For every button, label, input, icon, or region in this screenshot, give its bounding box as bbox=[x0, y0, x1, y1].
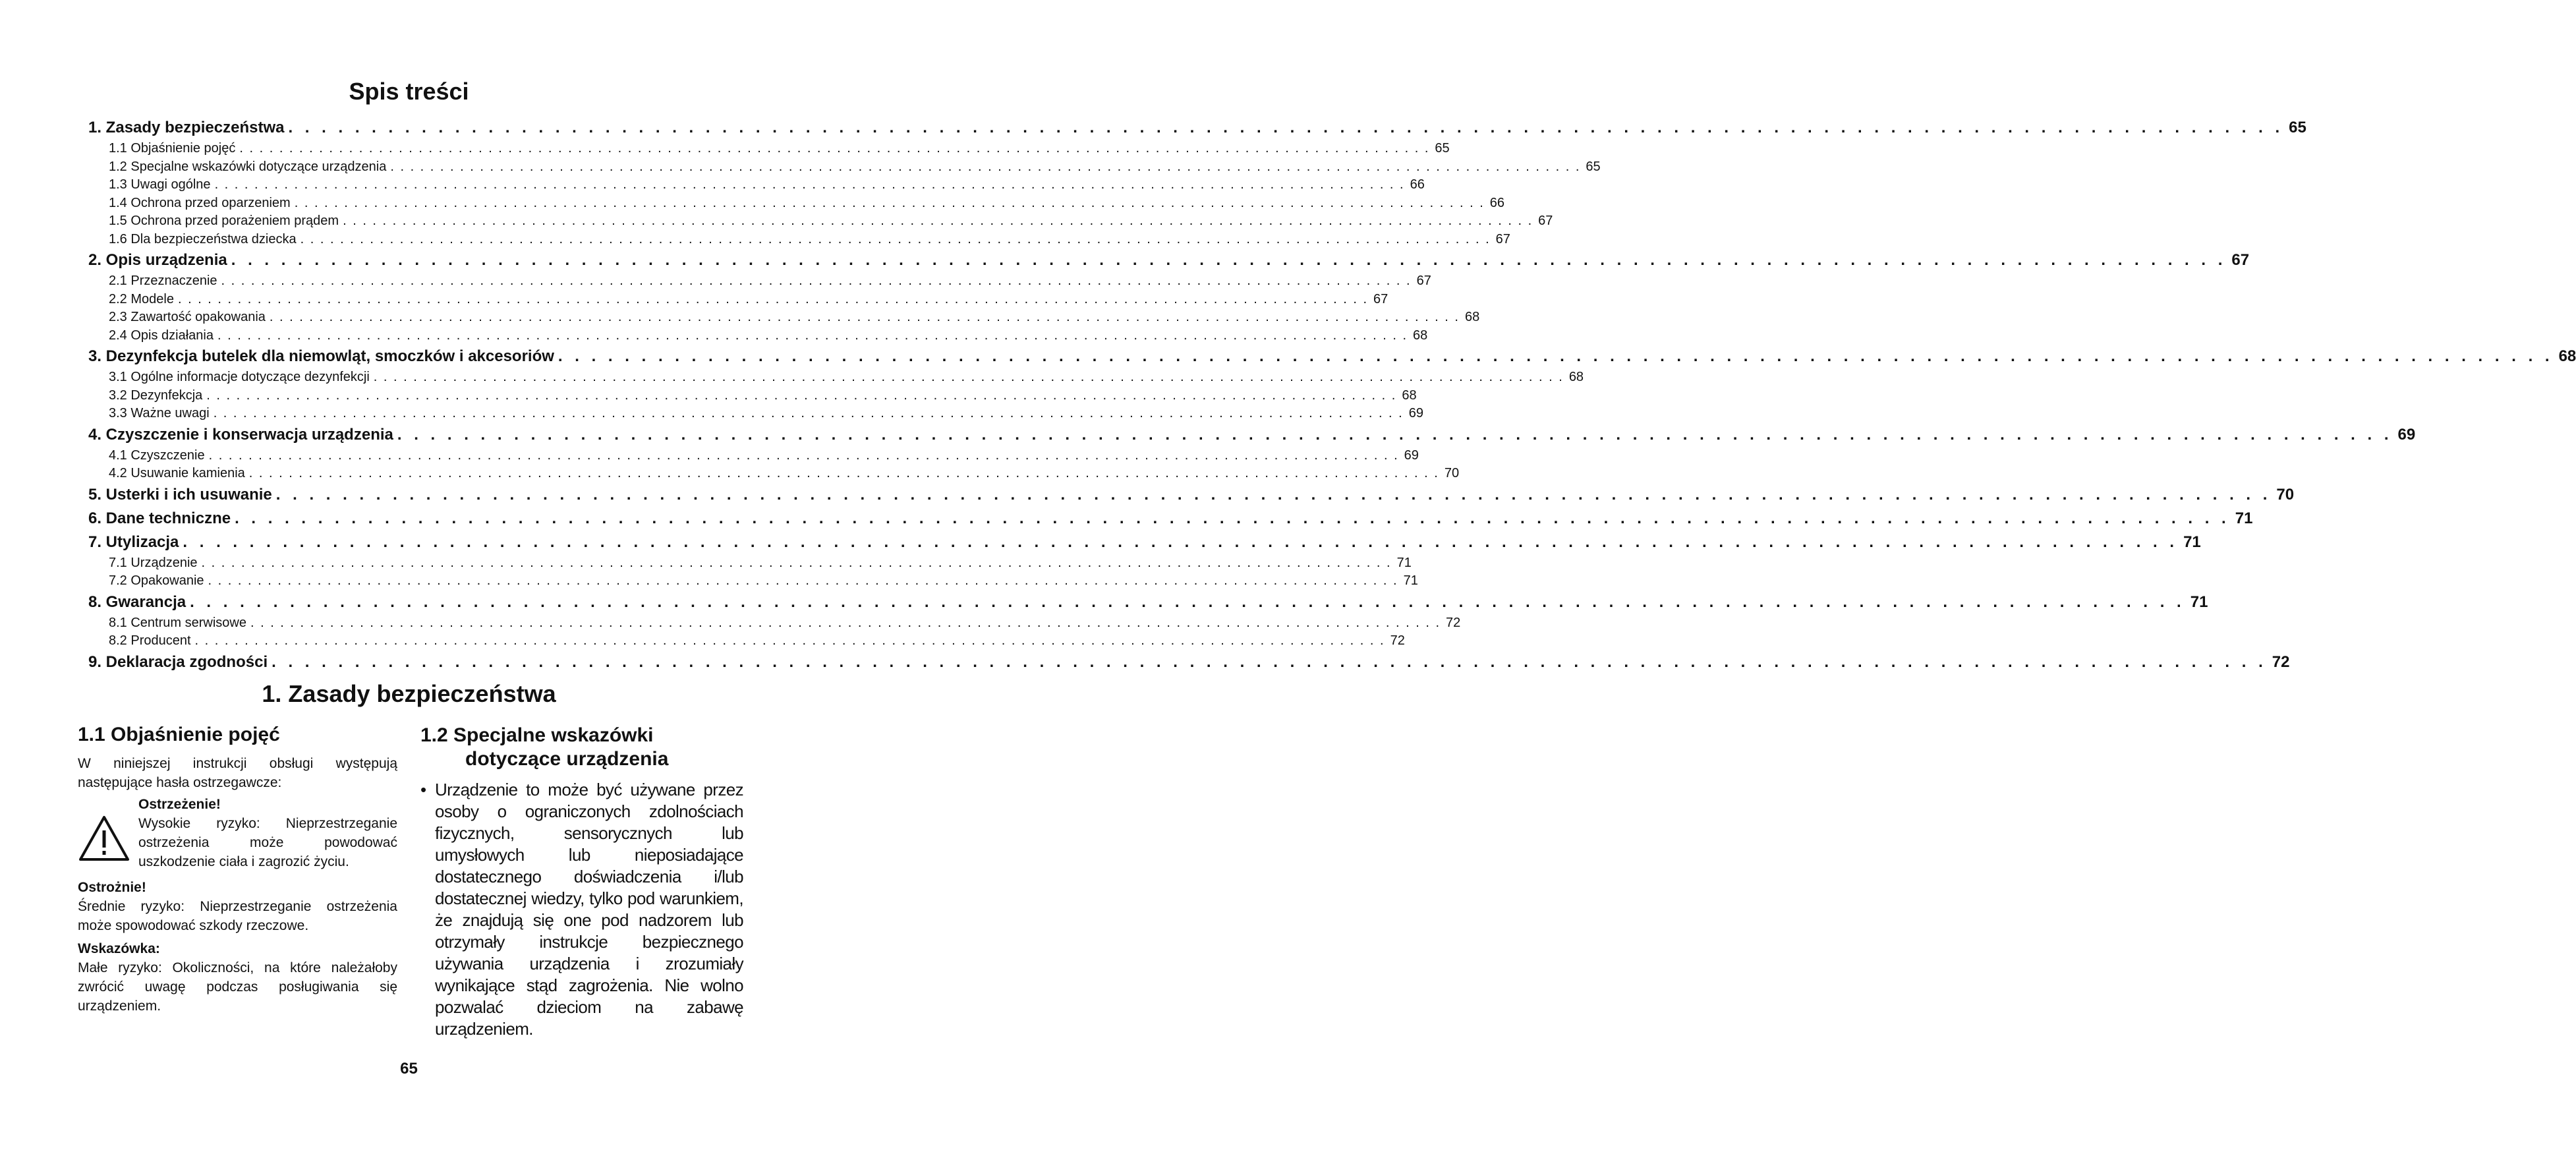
toc-entry-page: 66 bbox=[1489, 195, 1505, 210]
toc-leader-dots: . . . . . . . . . . . . . . . . . . . . . . . . . . . . . . . . . . . . . . . . . . . . . . . . . . . . . . . . . . . . . . . . . . . . . . . . . . . . . . . . . . . . . . . . . . . . . . . . . . . . . . . . . . . . . . . . . . . . . . . . bbox=[177, 291, 1369, 306]
toc-entry-text: 7.2 Opakowanie bbox=[109, 573, 204, 588]
bullet-text: Urządzenie to może być używane przez osoby o ograniczonych zdolnościach fizycznych, sensorycznych lub umysłowych lub nieposiadające dostatecznego doświadczenia i/lub dostatecznej wiedzy, tylko pod warunkiem, że znajdują się one pod nadzorem lub otrzymały instrukcje bezpiecznego używania urządzenia i zrozumiały wynikające stąd zagrożenia. Nie wolno pozwalać dzieciom na zabawę urządzeniem. bbox=[435, 780, 743, 1039]
section-title: 1. Zasady bezpieczeństwa bbox=[262, 680, 556, 707]
toc-entry-text: 2. Opis urządzenia bbox=[88, 251, 227, 269]
toc-entry-page: 65 bbox=[1435, 141, 1450, 156]
toc-entry-page: 67 bbox=[2231, 251, 2250, 269]
toc-entry-text: 8. Gwarancja bbox=[88, 592, 186, 611]
subsection-heading-line2: dotyczące urządzenia bbox=[465, 748, 669, 770]
warning-block bbox=[78, 795, 397, 874]
toc-entry-text: 4.1 Czyszczenie bbox=[109, 448, 205, 463]
intro-text: W niniejszej instrukcji obsługi występują następujące hasła ostrzegawcze: bbox=[78, 756, 397, 790]
toc-leader-dots: . . . . . . . . . . . . . . . . . . . . . . . . . . . . . . . . . . . . . . . . . . . . . . . . . . . . . . . . . . . . . . . . . . . . . . . . . . . . . . . . . . . . . . . . . . . . . . . . . . . . . . . . . . . . . . . . . . . . . . . . bbox=[343, 214, 1533, 228]
toc-entry-text: 3. Dezynfekcja butelek dla niemowląt, smoczków i akcesoriów bbox=[88, 347, 554, 365]
toc-entry-page: 71 bbox=[1403, 573, 1418, 588]
warning-triangle-icon bbox=[78, 815, 138, 874]
toc-entry-page: 72 bbox=[1390, 633, 1405, 648]
toc-leader-dots: . . . . . . . . . . . . . . . . . . . . . . . . . . . . . . . . . . . . . . . . . . . . . . . . . . . . . . . . . . . . . . . . . . . . . . . . . . . . . . . . . . . . . . . . . . . . . . . . . . . . . . . . . . . . . . . . . . . . . . . . bbox=[288, 119, 2284, 136]
caution-label: Ostrożnie! bbox=[78, 880, 146, 895]
warning-label: Ostrzeżenie! bbox=[138, 797, 221, 812]
bullet-icon: • bbox=[420, 780, 427, 799]
toc-leader-dots: . . . . . . . . . . . . . . . . . . . . . . . . . . . . . . . . . . . . . . . . . . . . . . . . . . . . . . . . . . . . . . . . . . . . . . . . . . . . . . . . . . . . . . . . . . . . . . . . . . . . . . . . . . . . . . . . . . . . . . . . bbox=[397, 425, 2393, 444]
toc-entry-text: 3.2 Dezynfekcja bbox=[109, 388, 203, 403]
toc-entry-page: 72 bbox=[1446, 615, 1461, 630]
toc-entry-page: 67 bbox=[1373, 291, 1388, 306]
toc-entry-page: 69 bbox=[1408, 406, 1423, 420]
toc-entry-page: 70 bbox=[1444, 466, 1460, 480]
toc-leader-dots: . . . . . . . . . . . . . . . . . . . . . . . . . . . . . . . . . . . . . . . . . . . . . . . . . . . . . . . . . . . . . . . . . . . . . . . . . . . . . . . . . . . . . . . . . . . . . . . . . . . . . . . . . . . . . . . . . . . . . . . . bbox=[190, 592, 2185, 611]
toc-entry-text: 1.1 Objaśnienie pojęć bbox=[109, 141, 236, 156]
toc-entry bbox=[88, 507, 2253, 531]
toc-entry bbox=[88, 308, 1480, 327]
toc-entry bbox=[88, 345, 2576, 368]
toc-entry-text: 7.1 Urządzenie bbox=[109, 555, 198, 570]
toc-leader-dots: . . . . . . . . . . . . . . . . . . . . . . . . . . . . . . . . . . . . . . . . . . . . . . . . . . . . . . . . . . . . . . . . . . . . . . . . . . . . . . . . . . . . . . . . . . . . . . . . . . . . . . . . . . . . . . . . . . . . . . . . bbox=[269, 310, 1460, 324]
toc-entry-text: 2.2 Modele bbox=[109, 291, 174, 306]
toc-leader-dots: . . . . . . . . . . . . . . . . . . . . . . . . . . . . . . . . . . . . . . . . . . . . . . . . . . . . . . . . . . . . . . . . . . . . . . . . . . . . . . . . . . . . . . . . . . . . . . . . . . . . . . . . . . . . . . . . . . . . . . . . bbox=[558, 347, 2554, 365]
toc-entry-page: 68 bbox=[1464, 310, 1480, 324]
toc-entry bbox=[88, 554, 1412, 573]
toc-leader-dots: . . . . . . . . . . . . . . . . . . . . . . . . . . . . . . . . . . . . . . . . . . . . . . . . . . . . . . . . . . . . . . . . . . . . . . . . . . . . . . . . . . . . . . . . . . . . . . . . . . . . . . . . . . . . . . . . . . . . . . . . bbox=[208, 448, 1399, 463]
toc-entry-page: 66 bbox=[1410, 177, 1425, 192]
toc-entry-page: 71 bbox=[1396, 555, 1412, 570]
toc-entry-text: 4. Czyszczenie i konserwacja urządzenia bbox=[88, 425, 393, 444]
toc-leader-dots: . . . . . . . . . . . . . . . . . . . . . . . . . . . . . . . . . . . . . . . . . . . . . . . . . . . . . . . . . . . . . . . . . . . . . . . . . . . . . . . . . . . . . . . . . . . . . . . . . . . . . . . . . . . . . . . . . . . . . . . . bbox=[275, 485, 2272, 504]
toc-leader-dots: . . . . . . . . . . . . . . . . . . . . . . . . . . . . . . . . . . . . . . . . . . . . . . . . . . . . . . . . . . . . . . . . . . . . . . . . . . . . . . . . . . . . . . . . . . . . . . . . . . . . . . . . . . . . . . . . . . . . . . . . bbox=[390, 159, 1581, 174]
toc-entry-text: 3.3 Ważne uwagi bbox=[109, 406, 210, 420]
warning-text: Wysokie ryzyko: Nieprzestrzeganie ostrzeżenia może powodować uszkodzenie ciała i zagrozić życiu. bbox=[138, 816, 397, 869]
toc-entry-page: 68 bbox=[1568, 370, 1584, 384]
toc-entry-page: 70 bbox=[2276, 485, 2295, 504]
toc-entry bbox=[88, 140, 1450, 158]
toc-entry bbox=[88, 483, 2295, 507]
toc-entry bbox=[88, 591, 2208, 614]
toc-entry-text: 2.3 Zawartość opakowania bbox=[109, 310, 266, 324]
toc-entry bbox=[88, 116, 2306, 140]
toc-entry-page: 65 bbox=[1586, 159, 1601, 174]
toc-leader-dots: . . . . . . . . . . . . . . . . . . . . . . . . . . . . . . . . . . . . . . . . . . . . . . . . . . . . . . . . . . . . . . . . . . . . . . . . . . . . . . . . . . . . . . . . . . . . . . . . . . . . . . . . . . . . . . . . . . . . . . . . bbox=[221, 274, 1412, 288]
subsection-heading-1-2 bbox=[420, 724, 743, 771]
toc-leader-dots: . . . . . . . . . . . . . . . . . . . . . . . . . . . . . . . . . . . . . . . . . . . . . . . . . . . . . . . . . . . . . . . . . . . . . . . . . . . . . . . . . . . . . . . . . . . . . . . . . . . . . . . . . . . . . . . . . . . . . . . . bbox=[231, 251, 2227, 269]
caution-text: Średnie ryzyko: Nieprzestrzeganie ostrzeżenia może spowodować szkody rzeczowe. bbox=[78, 899, 397, 933]
toc-entry-page: 71 bbox=[2190, 592, 2208, 611]
toc-entry-text: 1.2 Specjalne wskazówki dotyczące urządzenia bbox=[109, 159, 387, 174]
toc-leader-dots: . . . . . . . . . . . . . . . . . . . . . . . . . . . . . . . . . . . . . . . . . . . . . . . . . . . . . . . . . . . . . . . . . . . . . . . . . . . . . . . . . . . . . . . . . . . . . . . . . . . . . . . . . . . . . . . . . . . . . . . . bbox=[250, 615, 1441, 630]
toc-title: Spis treści bbox=[349, 78, 469, 105]
toc-entry bbox=[88, 447, 1419, 465]
toc-entry bbox=[88, 272, 1431, 291]
toc-entry-text: 4.2 Usuwanie kamienia bbox=[109, 466, 245, 480]
toc-leader-dots: . . . . . . . . . . . . . . . . . . . . . . . . . . . . . . . . . . . . . . . . . . . . . . . . . . . . . . . . . . . . . . . . . . . . . . . . . . . . . . . . . . . . . . . . . . . . . . . . . . . . . . . . . . . . . . . . . . . . . . . . bbox=[213, 406, 1404, 420]
toc-entry bbox=[88, 650, 2290, 674]
toc-entry-page: 68 bbox=[1402, 388, 1417, 403]
toc-leader-dots: . . . . . . . . . . . . . . . . . . . . . . . . . . . . . . . . . . . . . . . . . . . . . . . . . . . . . . . . . . . . . . . . . . . . . . . . . . . . . . . . . . . . . . . . . . . . . . . . . . . . . . . . . . . . . . . . . . . . . . . . bbox=[272, 652, 2267, 671]
toc-entry-text: 1. Zasady bezpieczeństwa bbox=[88, 119, 285, 136]
toc-entry-text: 3.1 Ogólne informacje dotyczące dezynfekcji bbox=[109, 370, 370, 384]
toc-entry-text: 8.1 Centrum serwisowe bbox=[109, 615, 246, 630]
toc-entry-text: 1.5 Ochrona przed porażeniem prądem bbox=[109, 214, 339, 228]
note-label: Wskazówka: bbox=[78, 941, 160, 956]
subsection-heading-1-1: 1.1 Objaśnienie pojęć bbox=[78, 724, 280, 745]
toc-entry bbox=[88, 231, 1510, 249]
toc-entry bbox=[88, 212, 1553, 231]
toc-entry-page: 72 bbox=[2272, 652, 2290, 671]
toc-entry-page: 67 bbox=[1416, 274, 1431, 288]
toc-entry bbox=[88, 194, 1505, 213]
toc-leader-dots: . . . . . . . . . . . . . . . . . . . . . . . . . . . . . . . . . . . . . . . . . . . . . . . . . . . . . . . . . . . . . . . . . . . . . . . . . . . . . . . . . . . . . . . . . . . . . . . . . . . . . . . . . . . . . . . . . . . . . . . . bbox=[294, 195, 1485, 210]
toc-leader-dots: . . . . . . . . . . . . . . . . . . . . . . . . . . . . . . . . . . . . . . . . . . . . . . . . . . . . . . . . . . . . . . . . . . . . . . . . . . . . . . . . . . . . . . . . . . . . . . . . . . . . . . . . . . . . . . . . . . . . . . . . bbox=[183, 533, 2179, 551]
toc-entry-page: 67 bbox=[1495, 231, 1510, 246]
toc-leader-dots: . . . . . . . . . . . . . . . . . . . . . . . . . . . . . . . . . . . . . . . . . . . . . . . . . . . . . . . . . . . . . . . . . . . . . . . . . . . . . . . . . . . . . . . . . . . . . . . . . . . . . . . . . . . . . . . . . . . . . . . . bbox=[206, 388, 1397, 403]
toc-entry-text: 1.4 Ochrona przed oparzeniem bbox=[109, 195, 291, 210]
toc-entry bbox=[88, 368, 1584, 387]
toc-entry bbox=[88, 632, 1405, 650]
toc-entry bbox=[88, 531, 2201, 554]
toc-leader-dots: . . . . . . . . . . . . . . . . . . . . . . . . . . . . . . . . . . . . . . . . . . . . . . . . . . . . . . . . . . . . . . . . . . . . . . . . . . . . . . . . . . . . . . . . . . . . . . . . . . . . . . . . . . . . . . . . . . . . . . . . bbox=[300, 231, 1491, 246]
toc-entry-text: 7. Utylizacja bbox=[88, 533, 179, 551]
toc-leader-dots: . . . . . . . . . . . . . . . . . . . . . . . . . . . . . . . . . . . . . . . . . . . . . . . . . . . . . . . . . . . . . . . . . . . . . . . . . . . . . . . . . . . . . . . . . . . . . . . . . . . . . . . . . . . . . . . . . . . . . . . . bbox=[239, 141, 1430, 156]
page-number: 65 bbox=[400, 1060, 418, 1078]
toc-entry-text: 8.2 Producent bbox=[109, 633, 191, 648]
toc-leader-dots: . . . . . . . . . . . . . . . . . . . . . . . . . . . . . . . . . . . . . . . . . . . . . . . . . . . . . . . . . . . . . . . . . . . . . . . . . . . . . . . . . . . . . . . . . . . . . . . . . . . . . . . . . . . . . . . . . . . . . . . . bbox=[208, 573, 1398, 588]
toc-entry bbox=[88, 327, 1428, 345]
toc-entry-text: 1.6 Dla bezpieczeństwa dziecka bbox=[109, 231, 297, 246]
toc-entry-page: 68 bbox=[2558, 347, 2576, 365]
toc-entry-page: 71 bbox=[2235, 509, 2253, 527]
toc-leader-dots: . . . . . . . . . . . . . . . . . . . . . . . . . . . . . . . . . . . . . . . . . . . . . . . . . . . . . . . . . . . . . . . . . . . . . . . . . . . . . . . . . . . . . . . . . . . . . . . . . . . . . . . . . . . . . . . . . . . . . . . . bbox=[201, 555, 1392, 570]
toc-entry bbox=[88, 387, 1417, 405]
toc-entry bbox=[88, 572, 1418, 591]
toc-entry bbox=[88, 405, 1423, 423]
toc-entry bbox=[88, 614, 1461, 633]
toc-entry bbox=[88, 248, 2250, 272]
toc-entry-page: 65 bbox=[2289, 119, 2306, 136]
left-column bbox=[78, 724, 397, 1016]
toc-entry-text: 9. Deklaracja zgodności bbox=[88, 652, 268, 671]
toc-leader-dots: . . . . . . . . . . . . . . . . . . . . . . . . . . . . . . . . . . . . . . . . . . . . . . . . . . . . . . . . . . . . . . . . . . . . . . . . . . . . . . . . . . . . . . . . . . . . . . . . . . . . . . . . . . . . . . . . . . . . . . . . bbox=[248, 466, 1439, 480]
toc-entry-page: 69 bbox=[1404, 448, 1419, 463]
toc-entry-text: 5. Usterki i ich usuwanie bbox=[88, 485, 272, 504]
toc-entry-page: 69 bbox=[2397, 425, 2416, 444]
toc-entry bbox=[88, 158, 1601, 177]
toc-entry-page: 68 bbox=[1413, 328, 1428, 343]
toc-entry-text: 2.1 Przeznaczenie bbox=[109, 274, 217, 288]
toc-leader-dots: . . . . . . . . . . . . . . . . . . . . . . . . . . . . . . . . . . . . . . . . . . . . . . . . . . . . . . . . . . . . . . . . . . . . . . . . . . . . . . . . . . . . . . . . . . . . . . . . . . . . . . . . . . . . . . . . . . . . . . . . bbox=[214, 177, 1405, 192]
toc-leader-dots: . . . . . . . . . . . . . . . . . . . . . . . . . . . . . . . . . . . . . . . . . . . . . . . . . . . . . . . . . . . . . . . . . . . . . . . . . . . . . . . . . . . . . . . . . . . . . . . . . . . . . . . . . . . . . . . . . . . . . . . . bbox=[217, 328, 1408, 343]
toc-entry bbox=[88, 176, 1425, 194]
table-of-contents bbox=[88, 116, 2576, 674]
list-item bbox=[420, 779, 743, 1040]
subsection-heading-line1: 1.2 Specjalne wskazówki bbox=[420, 724, 654, 746]
toc-leader-dots: . . . . . . . . . . . . . . . . . . . . . . . . . . . . . . . . . . . . . . . . . . . . . . . . . . . . . . . . . . . . . . . . . . . . . . . . . . . . . . . . . . . . . . . . . . . . . . . . . . . . . . . . . . . . . . . . . . . . . . . . bbox=[373, 370, 1564, 384]
note-text: Małe ryzyko: Okoliczności, na które należałoby zwrócić uwagę podczas posługiwania się urządzeniem. bbox=[78, 960, 397, 1014]
toc-entry-text: 2.4 Opis działania bbox=[109, 328, 214, 343]
toc-entry bbox=[88, 291, 1388, 309]
toc-entry-page: 67 bbox=[1538, 214, 1553, 228]
toc-entry-text: 1.3 Uwagi ogólne bbox=[109, 177, 211, 192]
toc-leader-dots: . . . . . . . . . . . . . . . . . . . . . . . . . . . . . . . . . . . . . . . . . . . . . . . . . . . . . . . . . . . . . . . . . . . . . . . . . . . . . . . . . . . . . . . . . . . . . . . . . . . . . . . . . . . . . . . . . . . . . . . . bbox=[194, 633, 1385, 648]
toc-entry-page: 71 bbox=[2183, 533, 2201, 551]
toc-leader-dots: . . . . . . . . . . . . . . . . . . . . . . . . . . . . . . . . . . . . . . . . . . . . . . . . . . . . . . . . . . . . . . . . . . . . . . . . . . . . . . . . . . . . . . . . . . . . . . . . . . . . . . . . . . . . . . . . . . . . . . . . bbox=[235, 509, 2230, 527]
toc-entry bbox=[88, 423, 2416, 447]
right-column bbox=[420, 724, 743, 1040]
toc-entry-text: 6. Dane techniczne bbox=[88, 509, 231, 527]
toc-entry bbox=[88, 465, 1460, 483]
